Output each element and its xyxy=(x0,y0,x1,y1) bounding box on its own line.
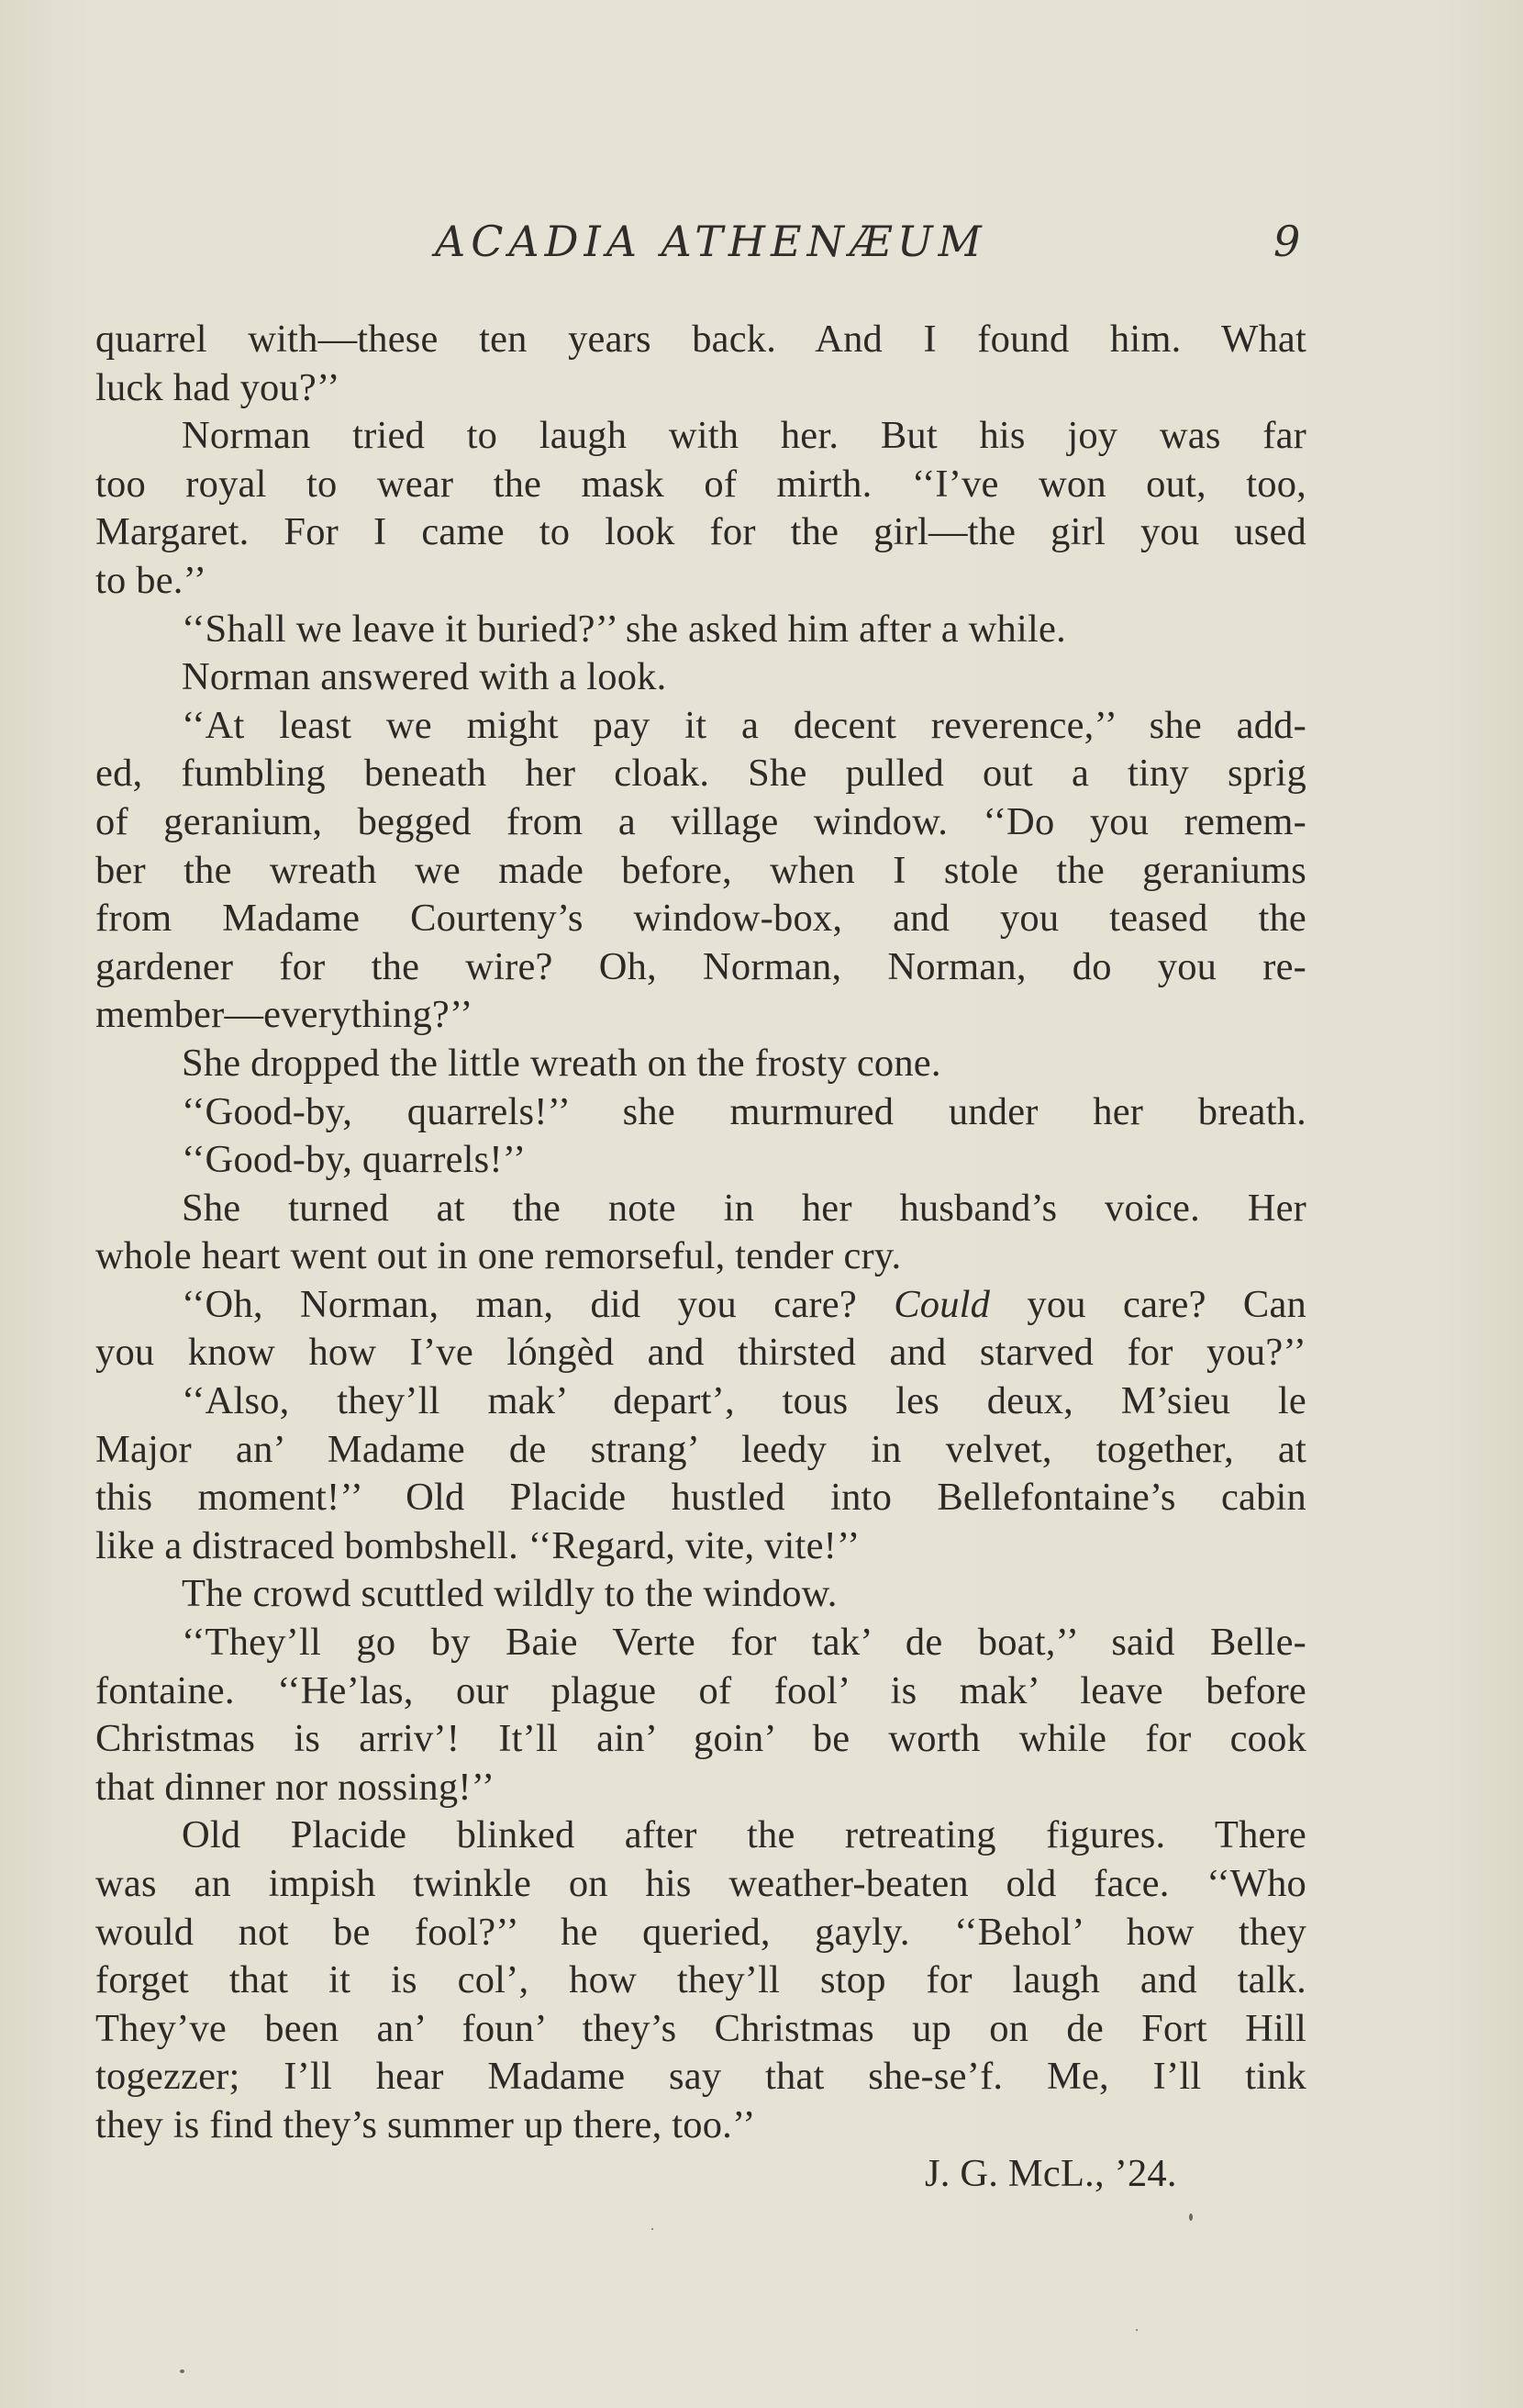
text-line: they is find they’s summer up there, too.’’ xyxy=(95,2102,756,2146)
text-line: She dropped the little wreath on the frosty cone. xyxy=(182,1041,941,1085)
text-line: was an impish twinkle on his weather-beaten old face. ‘‘Who xyxy=(95,1862,1306,1905)
text-line: togezzer; I’ll hear Madame say that she-se’f. Me, I’ll tink xyxy=(95,2055,1306,2099)
text-line: She turned at the note in her husband’s voice. Her xyxy=(182,1186,1306,1230)
paper-speck xyxy=(1136,2329,1138,2331)
text-line: fontaine. ‘‘He’las, our plague of fool’ is mak’ leave before xyxy=(95,1668,1306,1712)
text-line: They’ve been an’ foun’ they’s Christmas up on de Fort Hill xyxy=(95,2006,1306,2050)
text-line: ‘‘They’ll go by Baie Verte for tak’ de boat,’’ said Belle- xyxy=(182,1621,1306,1665)
text-line: would not be fool?’’ he queried, gayly. ‘‘Behol’ how they xyxy=(95,1910,1306,1954)
author-signature: J. G. McL., ’24. xyxy=(925,2151,1177,2195)
page-number: 9 xyxy=(1273,217,1301,266)
text-line: ‘‘Also, they’ll mak’ depart’, tous les deux, M’sieu le xyxy=(182,1379,1306,1423)
text-segment: ‘‘Oh, Norman, man, did you care? xyxy=(182,1282,857,1326)
paper-speck xyxy=(180,2369,184,2373)
text-segment: you care? Can xyxy=(1027,1282,1306,1326)
text-line: quarrel with—these ten years back. And I found him. What xyxy=(95,318,1306,361)
text-line xyxy=(95,1281,1306,1330)
running-title: ACADIA ATHENÆUM xyxy=(435,217,987,266)
text-line: this moment!’’ Old Placide hustled into Bellefontaine’s cabin xyxy=(95,1476,1306,1520)
text-line: Old Placide blinked after the retreating figures. There xyxy=(182,1813,1306,1857)
text-line: forget that it is col’, how they’ll stop for laugh and talk. xyxy=(95,1958,1306,2002)
text-line: Margaret. For I came to look for the girl—the girl you used xyxy=(95,510,1306,554)
text-line: Norman tried to laugh with her. But his joy was far xyxy=(182,414,1306,458)
text-line: Major an’ Madame de strang’ leedy in velvet, together, at xyxy=(95,1427,1306,1471)
page-header xyxy=(0,209,1523,283)
italic-emphasis: Could xyxy=(894,1282,991,1326)
text-line: ber the wreath we made before, when I stole the geraniums xyxy=(95,848,1306,892)
text-line: ‘‘At least we might pay it a decent reverence,’’ she add- xyxy=(182,703,1306,747)
text-line: ‘‘Shall we leave it buried?’’ she asked him after a while. xyxy=(182,607,1066,651)
text-line: that dinner nor nossing!’’ xyxy=(95,1765,495,1809)
article-text xyxy=(95,316,1306,2198)
text-line: The crowd scuttled wildly to the window. xyxy=(182,1572,838,1616)
text-line: Christmas is arriv’! It’ll ain’ goin’ be worth while for cook xyxy=(95,1717,1306,1761)
text-line: gardener for the wire? Oh, Norman, Norman, do you re- xyxy=(95,944,1306,988)
text-line: you know how I’ve lóngèd and thirsted and starved for you?’’ xyxy=(95,1331,1306,1375)
text-line: member—everything?’’ xyxy=(95,993,473,1037)
text-line: Norman answered with a look. xyxy=(182,655,667,699)
text-line: of geranium, begged from a village window. ‘‘Do you remem- xyxy=(95,799,1306,843)
text-line: ‘‘Good-by, quarrels!’’ she murmured under her breath. xyxy=(182,1089,1306,1133)
text-line: ed, fumbling beneath her cloak. She pulled out a tiny sprig xyxy=(95,752,1306,796)
text-line: from Madame Courteny’s window-box, and you teased the xyxy=(95,897,1306,941)
text-line: too royal to wear the mask of mirth. ‘‘I’ve won out, too, xyxy=(95,462,1306,506)
paper-speck xyxy=(1189,2213,1193,2221)
text-line: to be.’’ xyxy=(95,558,207,602)
text-line: luck had you?’’ xyxy=(95,365,340,409)
text-line: ‘‘Good-by, quarrels!’’ xyxy=(182,1138,527,1182)
paper-speck xyxy=(651,2228,653,2230)
text-line: like a distraced bombshell. ‘‘Regard, vite, vite!’’ xyxy=(95,1523,861,1567)
text-line: whole heart went out in one remorseful, tender cry. xyxy=(95,1234,902,1278)
